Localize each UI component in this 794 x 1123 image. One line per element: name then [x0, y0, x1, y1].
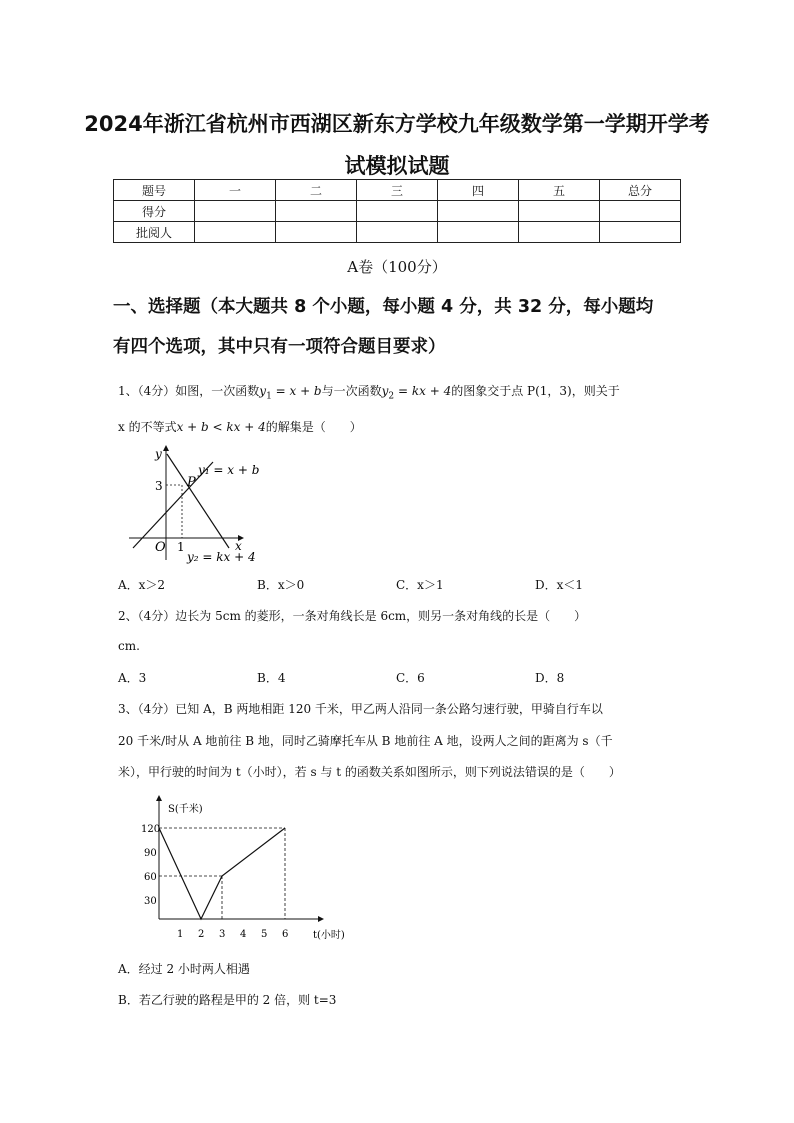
score-cell[interactable]: [357, 201, 438, 222]
t-tick-label: 2: [198, 929, 205, 940]
q3-option-b[interactable]: B．若乙行驶的路程是甲的 2 倍，则 t=3: [118, 993, 337, 1007]
t-tick-label: 4: [240, 929, 247, 940]
grader-cell[interactable]: [195, 222, 276, 243]
q1-text: 的解集是（ ）: [265, 420, 362, 434]
score-table: [113, 179, 681, 243]
s-tick-label: 60: [144, 872, 157, 883]
s-axis-label: S(千米): [168, 804, 203, 815]
score-cell[interactable]: [438, 201, 519, 222]
t-tick-label: 3: [219, 929, 226, 940]
score-cell[interactable]: [195, 201, 276, 222]
part-one-heading-line-2: 有四个选项，其中只有一项符合题目要求）: [113, 337, 446, 357]
page-title-line-1: 2024年浙江省杭州市西湖区新东方学校九年级数学第一学期开学考: [84, 112, 710, 136]
q1-option-a[interactable]: A．x＞2: [118, 578, 166, 592]
t-axis-label: t(小时): [313, 930, 345, 941]
question-2-line-1: 2、（4分）边长为 5cm 的菱形，一条对角线长是 6cm，则另一条对角线的长是（ ）: [118, 609, 587, 623]
q1-option-b[interactable]: B．x＞0: [257, 578, 305, 592]
question-2-line-2: cm.: [118, 639, 140, 653]
q1-y1-sub: 1: [266, 391, 272, 402]
q1-y2: y: [381, 384, 389, 398]
score-table-header-cell: 一: [195, 180, 276, 201]
s-tick-label: 120: [141, 824, 161, 835]
line-y2-label: y₂ = kx + 4: [187, 550, 256, 564]
s-tick-label: 30: [144, 896, 157, 907]
question-3-line-2: 20 千米/时从 A 地前往 B 地，同时乙骑摩托车从 B 地前往 A 地，设两人之间的距离为 s（千: [118, 734, 613, 748]
part-one-heading-line-1: 一、选择题（本大题共 8 个小题，每小题 4 分，共 32 分，每小题均: [113, 297, 654, 317]
distance-curve: [159, 828, 285, 919]
q1-text: x 的不等式: [118, 420, 177, 434]
score-table-header-row: [114, 180, 681, 201]
q1-eq1: = x + b: [271, 384, 322, 398]
score-cell[interactable]: [519, 201, 600, 222]
q2-option-c[interactable]: C．6: [396, 671, 425, 685]
q1-text: 的图象交于点 P(1，3)，则关于: [451, 384, 620, 398]
score-table-header-cell: 四: [438, 180, 519, 201]
score-cell[interactable]: [276, 201, 357, 222]
s-tick-label: 90: [144, 848, 157, 859]
x-tick-label: 1: [177, 540, 185, 554]
score-table-row: [114, 201, 681, 222]
score-table-row-label: 批阅人: [114, 222, 195, 243]
q1-text: 与一次函数: [321, 384, 382, 398]
score-table-header-cell: 题号: [114, 180, 195, 201]
q1-y1: y: [259, 384, 267, 398]
q1-option-d[interactable]: D．x＜1: [535, 578, 584, 592]
score-table-header-cell: 总分: [600, 180, 681, 201]
t-tick-label: 1: [177, 929, 184, 940]
score-table-row-label: 得分: [114, 201, 195, 222]
page-title-line-2: 试模拟试题: [344, 154, 450, 178]
score-table-row: [114, 222, 681, 243]
score-table-header-cell: 三: [357, 180, 438, 201]
question-1-line-1: [118, 382, 620, 401]
y-tick-label: 3: [155, 479, 163, 493]
q3-option-a[interactable]: A．经过 2 小时两人相遇: [118, 962, 250, 976]
grader-cell[interactable]: [519, 222, 600, 243]
section-a-heading: A卷（100分）: [347, 258, 447, 276]
grader-cell[interactable]: [438, 222, 519, 243]
q3-distance-time-graph: [135, 790, 365, 950]
grader-cell[interactable]: [276, 222, 357, 243]
t-tick-label: 6: [282, 929, 289, 940]
q1-inequality: x + b < kx + 4: [176, 420, 266, 434]
grader-cell[interactable]: [600, 222, 681, 243]
q1-function-graph: [125, 440, 275, 570]
q1-eq2: = kx + 4: [394, 384, 452, 398]
q2-option-a[interactable]: A．3: [118, 671, 147, 685]
q1-text: 1、（4分）如图，一次函数: [118, 384, 260, 398]
x-axis-label: x: [235, 539, 242, 553]
t-tick-label: 5: [261, 929, 268, 940]
question-1-line-2: [118, 418, 362, 435]
point-p-label: P: [187, 475, 196, 490]
score-table-header-cell: 二: [276, 180, 357, 201]
question-3-line-3: 米），甲行驶的时间为 t（小时），若 s 与 t 的函数关系如图所示，则下列说法错误的是（ ）: [118, 765, 621, 779]
q1-option-c[interactable]: C．x＞1: [396, 578, 444, 592]
origin-label: O: [155, 540, 166, 555]
score-cell[interactable]: [600, 201, 681, 222]
score-table-header-cell: 五: [519, 180, 600, 201]
q2-option-b[interactable]: B．4: [257, 671, 286, 685]
q1-y2-sub: 2: [388, 391, 395, 402]
line-y1-label: y₁ = x + b: [198, 463, 260, 477]
grader-cell[interactable]: [357, 222, 438, 243]
question-3-line-1: 3、（4分）已知 A，B 两地相距 120 千米，甲乙两人沿同一条公路匀速行驶，甲骑自行车以: [118, 702, 603, 716]
y-axis-label: y: [155, 447, 162, 461]
q2-option-d[interactable]: D．8: [535, 671, 565, 685]
